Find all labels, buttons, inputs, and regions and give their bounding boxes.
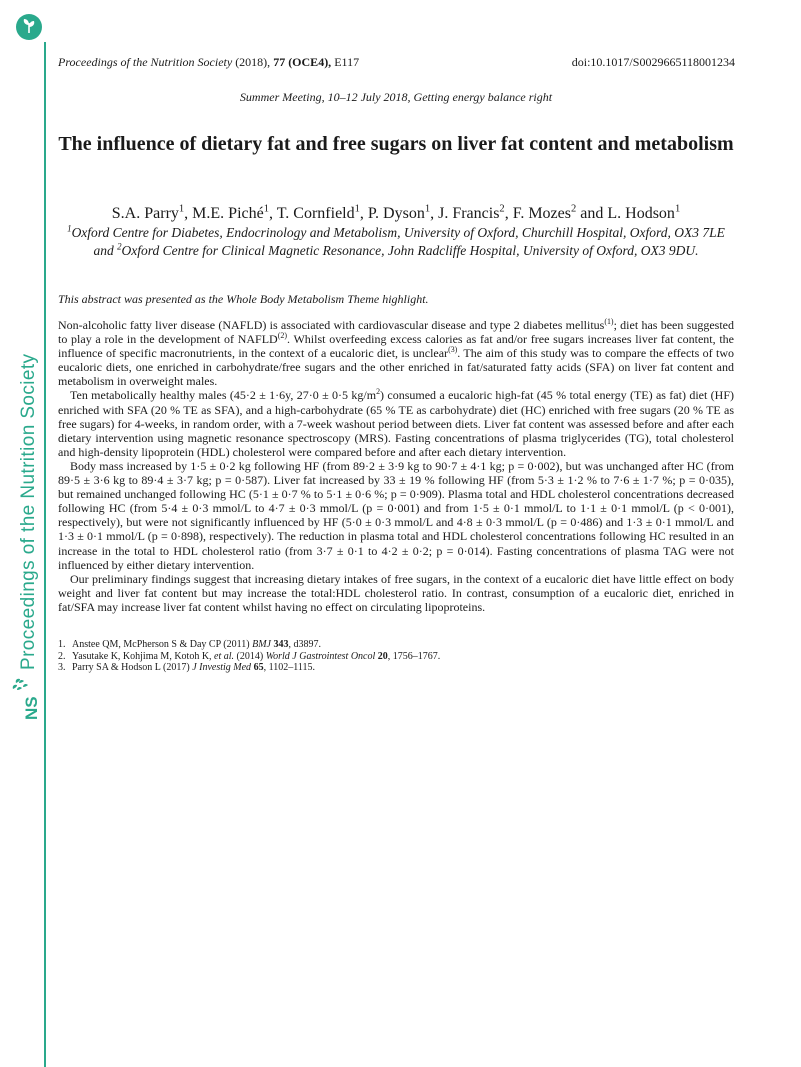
author: F. Mozes$^2$ and	[512, 203, 608, 222]
journal-page: E117	[334, 55, 360, 69]
author: J. Francis$^2$,	[438, 203, 513, 222]
reference-item: 1. Anstee QM, McPherson S & Day CP (2011) BMJ 343, d3897.	[58, 639, 321, 650]
reference-item: 3. Parry SA & Hodson L (2017) J Investig Med 65, 1102–1115.	[58, 662, 315, 673]
side-rule	[44, 42, 46, 1067]
journal-year: (2018),	[235, 55, 271, 69]
citation-ref[interactable]: (3)	[448, 345, 458, 355]
journal-volume: 77 (OCE4),	[273, 55, 332, 69]
meeting-line: Summer Meeting, 10–12 July 2018, Getting energy balance right	[239, 90, 553, 104]
paragraph-conclusion: Our preliminary findings suggest that increasing dietary intakes of free sugars, in the context of a eucaloric diet have little effect on body weight and liver fat content but may increase the total:HDL cholesterol ratio. In contrast, consumption of a eucaloric diet, enriched in fat/SFA may increase liver fat content whilst having no effect on circulating lipoproteins.	[58, 571, 734, 614]
author-list	[58, 205, 734, 223]
reference-list	[58, 639, 734, 674]
paragraph-results: Body mass increased by 1·5 ± 0·2 kg following HF (from 89·2 ± 3·9 kg to 90·7 ± 4·1 kg; p = 0·002), but was unchanged after HC (from 89·5 ± 3·6 kg to 89·4 ± 3·7 kg; p = 0·587). Liver fat increased by 33 ± 19 % following HF (from 5·3 ± 1·2 % to 7·6 ± 1·7 %; p = 0·035), but remained unchanged following HC (5·1 ± 0·7 % to 5·1 ± 0·6 %; p = 0·909). Plasma total and HDL cholesterol concentrations decreased following HC (from 5·4 ± 0·3 mmol/L to 4·7 ± 0·3 mmol/L (p = 0·001) and from 1·5 ± 0·1 mmol/L to 1·1 ± 0·1 mmol/L (p < 0·001), respectively), but were not significantly influenced by HF (5·0 ± 0·3 mmol/L and 4·8 ± 0·3 mmol/L (p = 0·486) and 1·3 ± 0·1 mmol/L and 1·3 ± 0·1 mmol/L (p = 0·898), respectively). The reduction in plasma total and HDL cholesterol concentrations following HC resulted in an increase in the total to HDL cholesterol ratio (from 3·7 ± 0·1 to 4·2 ± 0·2; p = 0·014). Fasting concentrations of plasma TAG were not influenced by either dietary intervention.	[58, 458, 734, 572]
reference-item: 2. Yasutake K, Kohjima M, Kotoh K, et al. (2014) World J Gastrointest Oncol 20, 1756–1767.	[58, 650, 441, 662]
journal-name: Proceedings of the Nutrition Society	[58, 55, 233, 69]
author: P. Dyson$^1$,	[367, 203, 439, 222]
citation-ref[interactable]: (1)	[604, 317, 614, 326]
doi[interactable]: doi:10.1017/S0029665118001234	[571, 55, 735, 69]
journal-vertical-name: Proceedings of the Nutrition Society	[18, 353, 39, 670]
journal-badge	[16, 14, 42, 40]
highlight-note: This abstract was presented as the Whole Body Metabolism Theme highlight.	[58, 292, 429, 306]
affiliation-mark: 2	[117, 241, 122, 252]
abstract-body	[58, 318, 734, 614]
affiliation-joiner: and	[93, 243, 118, 258]
author: T. Cornfield$^1$,	[276, 203, 368, 222]
paragraph-methods: Ten metabolically healthy males (45·2 ± 1·6y, 27·0 ± 0·5 $kg/m^2$) consumed a eucaloric high-fat (45 % total energy (TE) as fat) diet (HF) enriched with SFA (20 % TE as SFA), and a high-carbohydrate (65 % TE as carbohydrate) diet (HC) enriched with free sugars (20 % TE as free sugars) for 4-weeks, in random order, with a 7-week washout period between diets. Liver fat content was assessed before and after each dietary intervention using magnetic resonance spectroscopy (MRS). Fasting concentrations of plasma triglycerides (TG), total cholesterol and high-density lipoprotein (HDL) cholesterol were compared before and after each dietary intervention.	[58, 387, 735, 459]
affiliation-mark: 1	[67, 223, 72, 234]
paragraph-intro: Non-alcoholic fatty liver disease (NAFLD) is associated with cardiovascular disease and type 2 diabetes mellitus$^{(1)}$; diet has been suggested to play a role in the development of NAFLD$^{(2)}$. Whilst overfeeding excess calories as fat and/or free sugars increases liver fat content, the influence of specific macronutrients, in the context of a eucaloric diet, is unclear$^{(3)}$. The aim of this study was to compare the effects of two eucaloric diets, one enriched in carbohydrate/free sugars and the other enriched in fat/saturated fatty acids (SFA) on liver fat content and metabolism in overweight males.	[58, 317, 735, 389]
ns-logo-text: NS	[22, 696, 41, 720]
leaf-icon	[21, 16, 37, 39]
article-title: The influence of dietary fat and free sugars on liver fat content and metabolism	[58, 133, 734, 155]
citation-ref[interactable]: (2)	[277, 331, 287, 341]
citation-line	[58, 55, 359, 70]
affiliation-2: Oxford Centre for Clinical Magnetic Resonance, John Radcliffe Hospital, University of Oxford, OX3 9DU.	[121, 243, 699, 258]
affiliations	[58, 224, 734, 260]
author: S.A. Parry$^1$,	[111, 203, 193, 222]
ns-logo	[8, 676, 42, 722]
author: M.E. Piché$^1$,	[192, 203, 277, 222]
author: L. Hodson$^1$	[607, 203, 681, 222]
affiliation-1: Oxford Centre for Diabetes, Endocrinology and Metabolism, University of Oxford, Churchill Hospital, Oxford, OX3 7LE	[71, 225, 725, 240]
